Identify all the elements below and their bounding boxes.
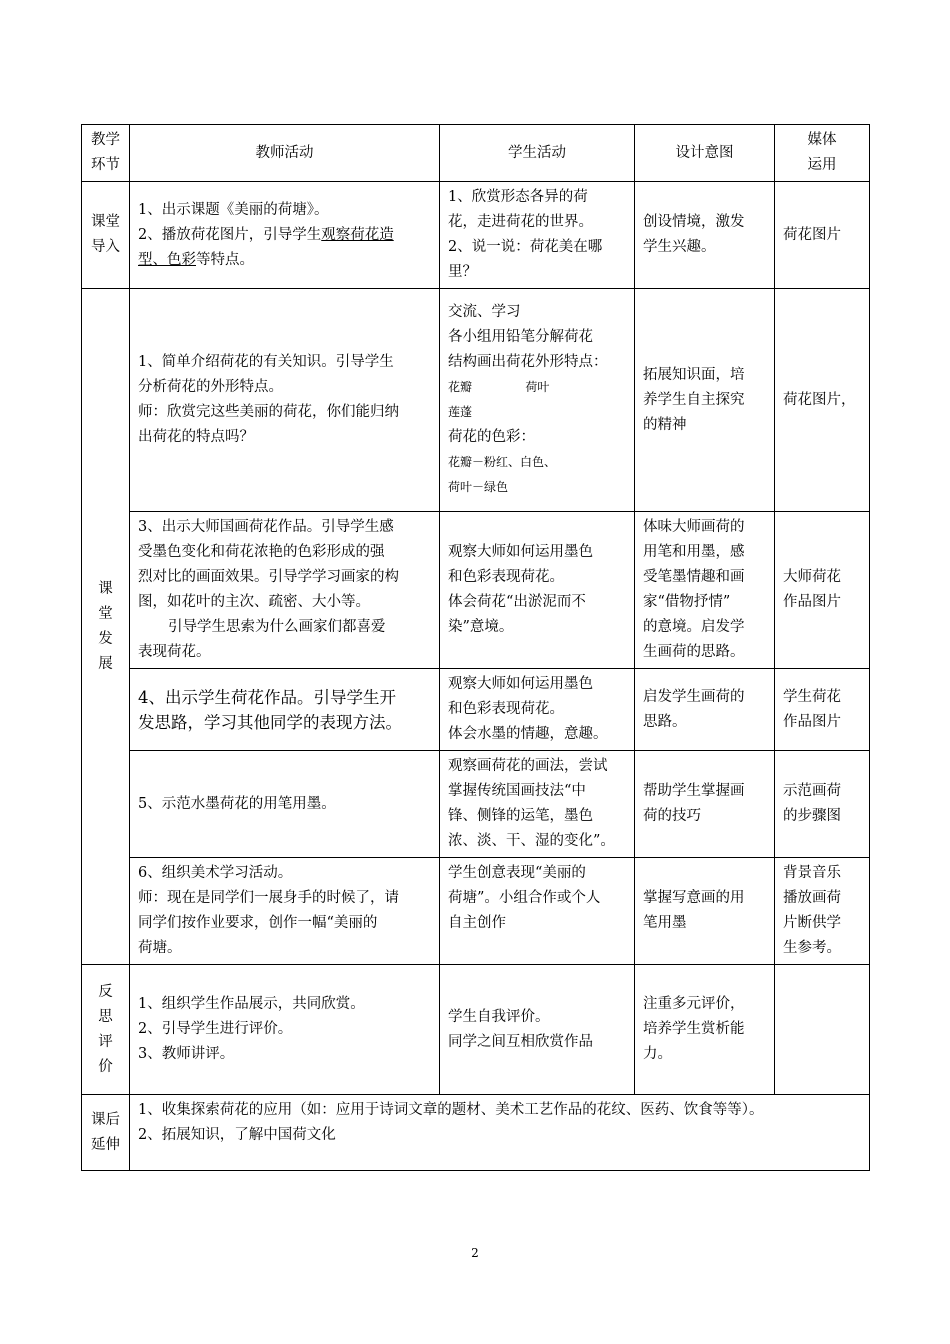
develop-section: 课 堂 发 展 — [82, 289, 130, 965]
header-media: 媒体 运用 — [775, 125, 870, 182]
intro-media: 荷花图片 — [775, 182, 870, 289]
reflect-row — [82, 965, 870, 1095]
develop-3-media: 学生荷花 作品图片 — [775, 669, 870, 751]
intro-student: 1、欣赏形态各异的荷 花，走进荷花的世界。 2、说一说：荷花美在哪 里？ — [440, 182, 635, 289]
develop-4-design: 帮助学生掌握画 荷的技巧 — [635, 751, 775, 858]
header-section: 教学 环节 — [82, 125, 130, 182]
extend-row — [82, 1095, 870, 1171]
develop-row-1 — [82, 289, 870, 512]
reflect-teacher: 1、组织学生作品展示，共同欣赏。 2、引导学生进行评价。 3、教师讲评。 — [130, 965, 440, 1095]
reflect-student: 学生自我评价。 同学之间互相欣赏作品 — [440, 965, 635, 1095]
page-number: 2 — [471, 1246, 479, 1260]
header-row — [82, 125, 870, 182]
develop-row-5 — [82, 858, 870, 965]
develop-5-student: 学生创意表现“美丽的 荷塘”。小组合作或个人 自主创作 — [440, 858, 635, 965]
header-teacher: 教师活动 — [130, 125, 440, 182]
reflect-section: 反 思 评 价 — [82, 965, 130, 1095]
develop-2-student: 观察大师如何运用墨色 和色彩表现荷花。 体会荷花“出淤泥而不 染”意境。 — [440, 512, 635, 669]
reflect-design: 注重多元评价， 培养学生赏析能 力。 — [635, 965, 775, 1095]
develop-3-student: 观察大师如何运用墨色 和色彩表现荷花。 体会水墨的情趣，意趣。 — [440, 669, 635, 751]
header-design: 设计意图 — [635, 125, 775, 182]
develop-2-teacher: 3、出示大师国画荷花作品。引导学生感 受墨色变化和荷花浓艳的色彩形成的强 烈对比的画面效果。引导学学习画家的构 图，如花叶的主次、疏密、大小等。 引导学生思索为什么画家们都喜爱 表现荷花。 — [130, 512, 440, 669]
intro-row — [82, 182, 870, 289]
develop-3-teacher: 4、出示学生荷花作品。引导学生开 发思路，学习其他同学的表现方法。 — [130, 669, 440, 751]
reflect-media — [775, 965, 870, 1095]
extend-section: 课后 延伸 — [82, 1095, 130, 1171]
header-student: 学生活动 — [440, 125, 635, 182]
develop-4-student: 观察画荷花的画法，尝试 掌握传统国画技法“中 锋、侧锋的运笔，墨色 浓、淡、干、湿的变化”。 — [440, 751, 635, 858]
develop-2-design: 体味大师画荷的 用笔和用墨，感 受笔墨情趣和画 家“借物抒情” 的意境。启发学 生画荷的思路。 — [635, 512, 775, 669]
extend-content: 1、收集探索荷花的应用（如：应用于诗词文章的题材、美术工艺作品的花纹、医药、饮食等等）。 2、拓展知识，了解中国荷文化 — [130, 1095, 870, 1171]
intro-section: 课堂 导入 — [82, 182, 130, 289]
develop-4-media: 示范画荷 的步骤图 — [775, 751, 870, 858]
develop-1-media: 荷花图片， — [775, 289, 870, 512]
intro-design: 创设情境，激发 学生兴趣。 — [635, 182, 775, 289]
develop-1-student: 交流、学习 各小组用铅笔分解荷花 结构画出荷花外形特点： 花瓣 荷叶 莲蓬 荷花的色彩： 花瓣－粉红、白色、 荷叶－绿色 — [440, 289, 635, 512]
develop-5-media: 背景音乐 播放画荷 片断供学 生参考。 — [775, 858, 870, 965]
develop-4-teacher: 5、示范水墨荷花的用笔用墨。 — [130, 751, 440, 858]
develop-1-teacher: 1、简单介绍荷花的有关知识。引导学生 分析荷花的外形特点。 师：欣赏完这些美丽的荷花，你们能归纳 出荷花的特点吗？ — [130, 289, 440, 512]
develop-row-2 — [82, 512, 870, 669]
develop-5-teacher: 6、组织美术学习活动。 师：现在是同学们一展身手的时候了，请 同学们按作业要求，创作一幅“美丽的 荷塘。 — [130, 858, 440, 965]
develop-1-design: 拓展知识面，培 养学生自主探究 的精神 — [635, 289, 775, 512]
develop-5-design: 掌握写意画的用 笔用墨 — [635, 858, 775, 965]
lesson-plan-table — [81, 124, 870, 1171]
intro-teacher: 1、出示课题《美丽的荷塘》。 2、播放荷花图片，引导学生观察荷花造 型、色彩等特点。 — [130, 182, 440, 289]
develop-row-4 — [82, 751, 870, 858]
develop-2-media: 大师荷花 作品图片 — [775, 512, 870, 669]
develop-row-3 — [82, 669, 870, 751]
develop-3-design: 启发学生画荷的 思路。 — [635, 669, 775, 751]
